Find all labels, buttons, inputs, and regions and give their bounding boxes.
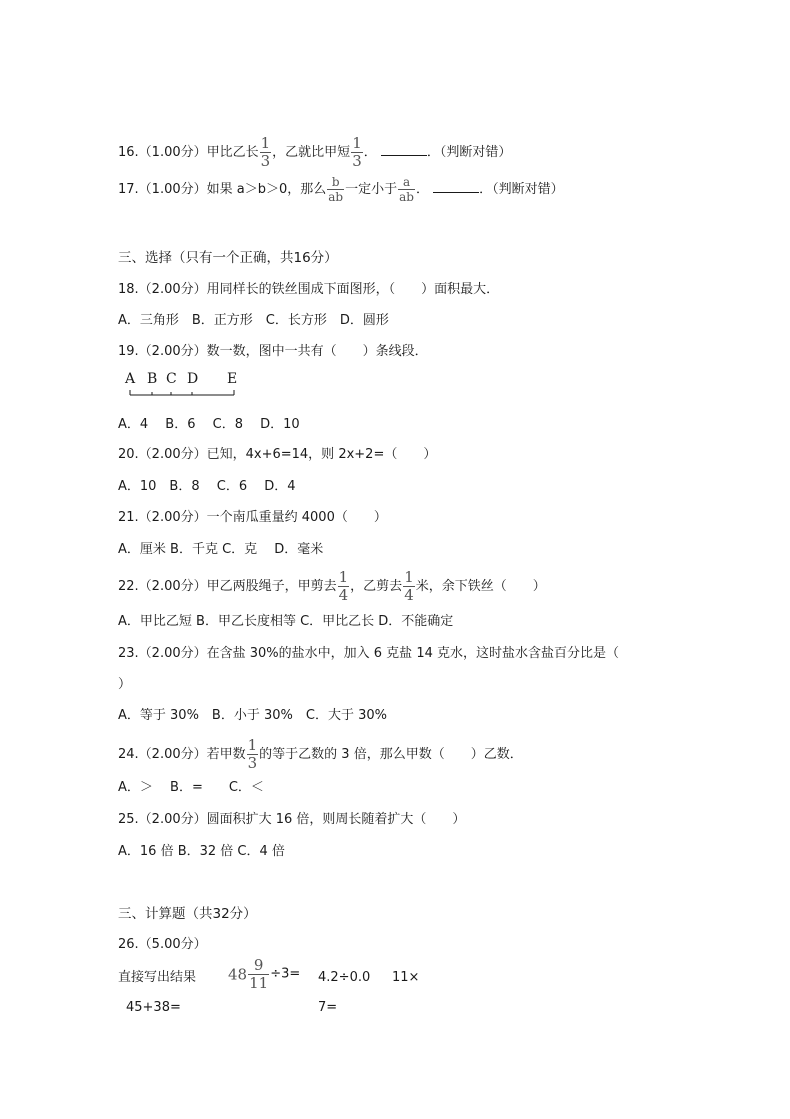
q17-tail: ．（判断对错）: [479, 182, 564, 197]
question-22-options: A．甲比乙短 B．甲乙长度相等 C．甲比乙长 D．不能确定: [118, 614, 454, 629]
question-23-options: A．等于 30% B．小于 30% C．大于 30%: [118, 708, 387, 723]
q26-lead: 直接写出结果: [118, 970, 197, 985]
section-heading-calculation: 三、计算题（共32分）: [118, 906, 257, 922]
question-21-options: A．厘米 B．千克 C．克 D．毫米: [118, 542, 324, 557]
q24-suffix: 的等于乙数的 3 倍，那么甲数（ ）乙数．: [259, 747, 523, 762]
question-17: [118, 176, 564, 203]
answer-blank[interactable]: [433, 180, 479, 193]
q17-prefix: 17.（1.00分）如果 a＞b＞0，那么: [118, 182, 327, 197]
section-heading-choice: 三、选择（只有一个正确，共16分）: [118, 250, 338, 266]
question-18-stem: 18.（2.00分）用同样长的铁丝围成下面图形，（ ）面积最大．: [118, 282, 500, 297]
point-label-e: E: [227, 371, 238, 387]
q17-suffix: ．: [415, 182, 429, 197]
question-23-stem: 23.（2.00分）在含盐 30%的盐水中，加入 6 克盐 14 克水，这时盐水含盐百分比是（: [118, 646, 619, 661]
q17-mid: 一定小于: [345, 182, 398, 197]
question-25-stem: 25.（2.00分）圆面积扩大 16 倍，则周长随着扩大（ ）: [118, 812, 466, 827]
fraction-one-third: $\frac{1}{3}$: [352, 134, 362, 170]
fraction-one-third: $\frac{1}{3}$: [260, 134, 271, 170]
question-19-stem: 19.（2.00分）数一数，图中一共有（ ）条线段．: [118, 344, 428, 359]
fraction-b-over-ab: $\frac{b}{ab}$: [328, 175, 344, 204]
fraction-one-quarter: $\frac{1}{4}$: [404, 568, 414, 604]
point-label-d: D: [187, 371, 199, 387]
question-21-stem: 21.（2.00分）一个南瓜重量约 4000（ ）: [118, 510, 387, 525]
q16-prefix: 16.（1.00分）甲比乙长: [118, 145, 259, 160]
q22-prefix: 22.（2.00分）甲乙两股绳子，甲剪去: [118, 579, 337, 594]
q26-expr-mixed: [228, 958, 300, 991]
point-label-c: C: [166, 371, 177, 387]
question-19-options: A．4 B．6 C．8 D．10: [118, 417, 300, 432]
question-24-stem: [118, 738, 523, 771]
answer-blank[interactable]: [381, 143, 427, 156]
q26-expr2: 4.2÷0.0: [318, 970, 371, 985]
q22-suffix: 米，余下铁丝（ ）: [415, 579, 546, 594]
q22-mid: ，乙剪去: [350, 579, 403, 594]
question-23-stem-cont: ）: [118, 677, 132, 692]
q16-suffix: ．: [363, 145, 377, 160]
question-26-stem: 26.（5.00分）: [118, 937, 207, 952]
point-label-a: A: [125, 371, 136, 387]
q26-expr3: 11×: [392, 970, 420, 985]
question-16: [118, 136, 511, 169]
question-22-stem: [118, 570, 546, 603]
line-segment-figure: [118, 368, 248, 402]
q16-mid: ，乙就比甲短: [272, 145, 351, 160]
fraction-one-quarter: $\frac{1}{4}$: [338, 568, 349, 604]
fraction-a-over-ab: $\frac{a}{ab}$: [399, 175, 414, 204]
question-20-options: A．10 B．8 C．6 D．4: [118, 479, 296, 494]
expr1: ÷3=: [270, 966, 301, 982]
question-24-options: A．＞ B．= C．＜: [118, 780, 264, 795]
fraction-one-third: $\frac{1}{3}$: [247, 736, 258, 772]
q26-expr5: 7=: [318, 1000, 338, 1015]
mixed-whole: 48: [228, 965, 248, 984]
question-18-options: A．三角形 B．正方形 C．长方形 D．圆形: [118, 313, 389, 328]
fraction-nine-elevenths: $\frac{9}{11}$: [249, 956, 269, 992]
q24-prefix: 24.（2.00分）若甲数: [118, 747, 246, 762]
point-label-b: B: [147, 371, 158, 387]
question-25-options: A．16 倍 B．32 倍 C．4 倍: [118, 844, 285, 859]
q26-expr4: 45+38=: [126, 1000, 181, 1015]
q16-tail: ．（判断对错）: [426, 145, 512, 160]
question-20-stem: 20.（2.00分）已知，4x+6=14，则 2x+2=（ ）: [118, 447, 437, 462]
